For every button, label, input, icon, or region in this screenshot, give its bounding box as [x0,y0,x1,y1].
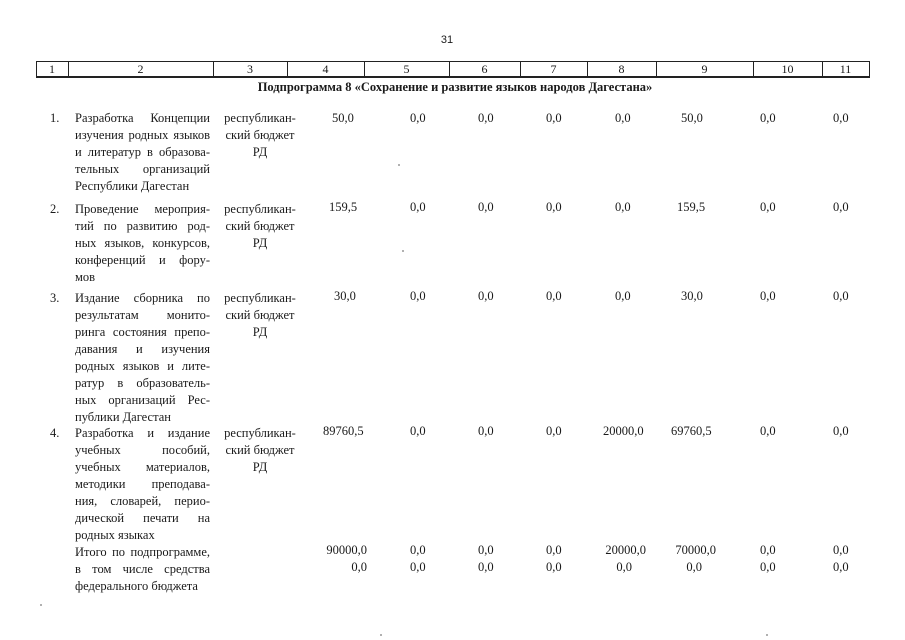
scan-speck [766,634,768,636]
row-description: Проведение мероприя- тий по развитию род- ных языков, конкурсов, конференций и фору- мов [75,202,210,284]
value-col-4: 89760,5 [323,424,364,438]
value-col-6: 0,0 [478,424,494,438]
scan-speck [402,250,404,252]
value-col-8: 0,0 [615,200,631,214]
total-col-11: 0,0 [833,543,849,557]
value-col-4: 159,5 [329,200,358,214]
value-col-7: 0,0 [546,424,562,438]
value-col-11: 0,0 [833,289,849,303]
total-col-10: 0,0 [760,543,776,557]
value-col-4: 50,0 [332,111,354,125]
row-description: Разработка и издание учебных пособий, учебных материалов, методики преподава- ния, словарей, перио- дической печати на родных языках [75,426,210,542]
value-col-10: 0,0 [760,424,776,438]
header-col-4: 4 [322,62,329,76]
total-federal-col-5: 0,0 [410,560,426,574]
header-col-11: 11 [839,62,852,76]
total-federal-col-7: 0,0 [546,560,562,574]
scan-speck [380,634,382,636]
header-col-7: 7 [550,62,557,76]
header-col-2: 2 [137,62,144,76]
value-col-9: 69760,5 [671,424,712,438]
total-col-5: 0,0 [410,543,426,557]
total-col-6: 0,0 [478,543,494,557]
value-col-6: 0,0 [478,111,494,125]
value-col-9: 159,5 [677,200,706,214]
value-col-5: 0,0 [410,289,426,303]
total-col-4: 90000,0 [326,543,367,557]
header-col-3: 3 [247,62,253,76]
row-funding-source: республикан- ский бюджет РД [224,291,296,339]
table-header-row [36,61,870,77]
row-funding-source: республикан- ский бюджет РД [224,426,296,474]
value-col-5: 0,0 [410,200,426,214]
row-number: 3. [50,291,60,305]
value-col-7: 0,0 [546,200,562,214]
value-col-8: 0,0 [615,289,631,303]
value-col-6: 0,0 [478,200,494,214]
value-col-7: 0,0 [546,289,562,303]
value-col-10: 0,0 [760,111,776,125]
value-col-10: 0,0 [760,200,776,214]
value-col-8: 0,0 [615,111,631,125]
value-col-11: 0,0 [833,424,849,438]
value-col-4: 30,0 [334,289,356,303]
value-col-9: 50,0 [681,111,703,125]
total-federal-col-8: 0,0 [616,560,632,574]
total-federal-col-4: 0,0 [351,560,367,574]
row-number: 2. [50,202,60,216]
total-col-9: 70000,0 [675,543,716,557]
value-col-7: 0,0 [546,111,562,125]
value-col-6: 0,0 [478,289,494,303]
row-description: Издание сборника по результатам монито- ринга состояния препо- давания и изучения родных языков и лите- ратур в образователь- ных организаций Рес- публики Дагестан [75,291,210,424]
row-funding-source: республикан- ский бюджет РД [224,111,296,159]
header-col-9: 9 [701,62,708,76]
value-col-11: 0,0 [833,200,849,214]
header-col-5: 5 [403,62,410,76]
header-col-10: 10 [781,62,794,76]
value-col-8: 20000,0 [603,424,644,438]
scan-speck [398,164,400,166]
header-col-8: 8 [618,62,625,76]
value-col-5: 0,0 [410,424,426,438]
subprogram-title: Подпрограмма 8 «Сохранение и развитие языков народов Дагестана» [257,80,653,94]
total-federal-col-10: 0,0 [760,560,776,574]
value-col-9: 30,0 [681,289,703,303]
header-col-1: 1 [49,62,55,76]
total-federal-col-11: 0,0 [833,560,849,574]
header-bottom-rule [36,76,870,78]
row-number: 1. [50,111,60,125]
value-col-5: 0,0 [410,111,426,125]
header-col-6: 6 [481,62,488,76]
row-description: Разработка Концепции изучения родных языков и литератур в образова- тельных организаций Республики Дагестан [75,111,210,193]
row-number: 4. [50,426,60,440]
value-col-10: 0,0 [760,289,776,303]
total-col-8: 20000,0 [605,543,646,557]
total-description: Итого по подпрограмме, в том числе средства федерального бюджета [75,545,210,593]
scan-speck [40,604,42,606]
total-col-7: 0,0 [546,543,562,557]
total-federal-col-6: 0,0 [478,560,494,574]
row-funding-source: республикан- ский бюджет РД [224,202,296,250]
page-number: 31 [440,34,454,46]
total-federal-col-9: 0,0 [686,560,702,574]
value-col-11: 0,0 [833,111,849,125]
